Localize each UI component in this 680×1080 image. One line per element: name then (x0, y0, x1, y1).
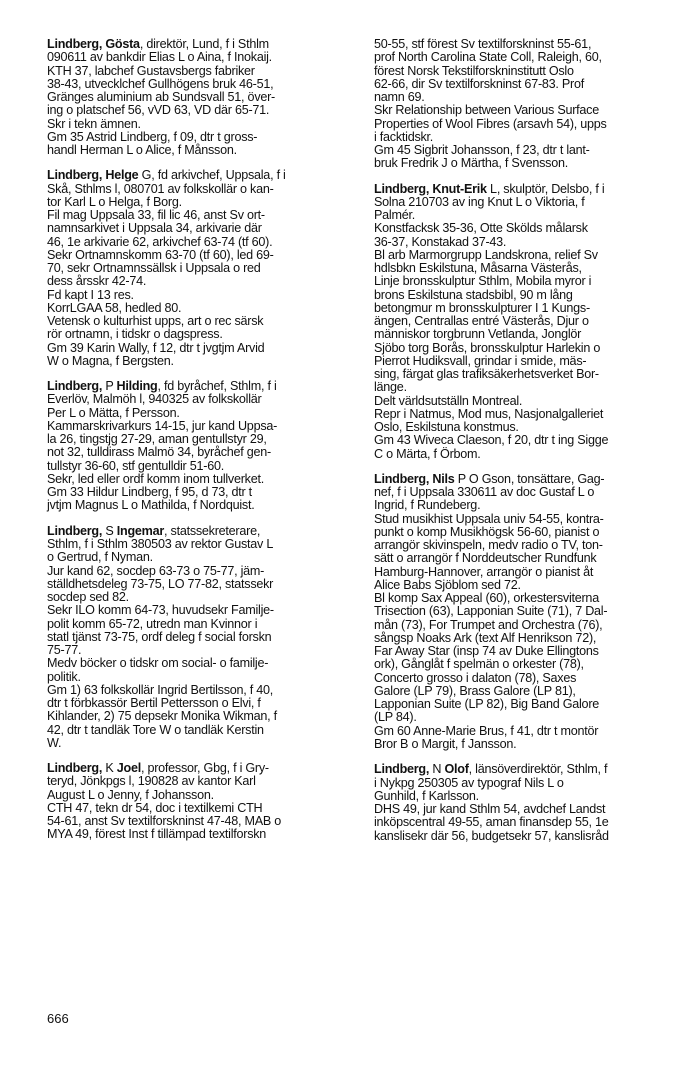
entry-text-line: nef, f i Uppsala 330611 av doc Gustaf L o (374, 485, 595, 500)
entry-callname: Ingemar (116, 523, 165, 538)
entry-text-line: ängen, Centrallas entré Västerås, Djur o (374, 314, 589, 329)
entry-callname: Helge (105, 168, 139, 183)
entry-text-line: sätt o arrangör f Norddeutscher Rundfunk (374, 551, 597, 566)
entry-text-line: Bror B o Margit, f Jansson. (374, 736, 517, 751)
entry-heading-text: , fd arkivchef, Uppsala, f i (151, 168, 286, 183)
entry-text-line: Gm 35 Astrid Lindberg, f 09, dtr t gross- (47, 129, 258, 144)
entry-text-line: August L o Jenny, f Johansson. (47, 787, 214, 802)
entry-text-line: 38-43, utvecklchef Gullhögens bruk 46-51, (47, 76, 274, 91)
biography-entry (47, 762, 345, 842)
entry-text-line: Skr i tekn ämnen. (47, 116, 141, 131)
entry-text-line: inköpscentral 49-55, aman finansdep 55, 1e (374, 815, 609, 830)
entry-text-line: Skå, Sthlms l, 080701 av folkskollär o kan- (47, 181, 274, 196)
entry-heading-text: , statssekreterare, (164, 523, 261, 538)
entry-given-initials: S (102, 523, 117, 538)
entry-text-line: statl tjänst 73-75, ordf deleg f social forskn (47, 629, 272, 644)
entry-text-line: la 26, tingstjg 27-29, aman gentullstyr 29, (47, 432, 267, 447)
entry-text-line: namn 69. (374, 90, 425, 104)
entry-text-line: o Gertrud, f Nyman. (47, 550, 153, 565)
entry-heading-line (47, 169, 345, 182)
entry-text-line: i Nykpg 250305 av typograf Nils L o (374, 775, 564, 790)
entry-heading-text: , tonsättare, Gag- (510, 471, 605, 486)
entry-heading-line (374, 183, 664, 196)
entry-text-line: Gm 45 Sigbrit Johansson, f 23, dtr t lant- (374, 143, 590, 157)
right-column (374, 38, 664, 843)
biography-entry (374, 473, 664, 751)
entry-text-line: Trisection (63), Lapponian Suite (71), 7 Dal- (374, 604, 608, 619)
entry-text-line: Oslo, Eskilstuna konstmus. (374, 420, 519, 435)
entry-text-line: ing o platschef 56, vVD 63, VD där 65-71. (47, 103, 270, 118)
entry-text-line: DHS 49, jur kand Sthlm 54, avdchef Landst (374, 802, 606, 817)
entry-text-line: politik. (47, 669, 81, 684)
entry-heading-line (47, 762, 345, 775)
entry-heading-line (47, 38, 345, 51)
entry-heading-line (47, 525, 345, 538)
entry-given-suffix: G (138, 168, 152, 183)
entry-text-line: Skr Relationship between Various Surface (374, 103, 599, 118)
biography-entry (47, 525, 345, 750)
entry-text-line: teryd, Jönkpgs l, 190828 av kantor Karl (47, 774, 256, 789)
entry-callname: Olof (444, 762, 469, 777)
entry-text-line: Fd kapt I 13 res. (47, 287, 134, 302)
entry-text-line: Gm 1) 63 folkskollär Ingrid Bertilsson, f 40, (47, 682, 274, 697)
entry-text-line: Sekr, led eller ordf komm inom tullverket. (47, 471, 264, 486)
entry-text-line: MYA 49, förest Inst f tillämpad textilforskn (47, 827, 267, 842)
entry-text-line: människor torgbrunn Vetlanda, Jonglör (374, 327, 582, 342)
entry-text-line: Medv böcker o tidskr om social- o familje- (47, 656, 269, 671)
entry-text-line: 70, sekr Ortnamnssällsk i Uppsala o red (47, 261, 261, 276)
entry-text-line: punkt o komp Musikhögsk 56-60, pianist o (374, 524, 600, 539)
entry-text-line: ställdhetsdeleg 73-75, LO 77-82, statssekr (47, 576, 274, 591)
entry-text-line: W o Magna, f Bergsten. (47, 353, 174, 368)
entry-text-line: Concerto grosso i dalaton (78), Saxes (374, 670, 577, 685)
entry-text-line: Lapponian Suite (LP 82), Big Band Galore (374, 697, 600, 712)
entry-text-line: namnsarkivet i Uppsala 34, arkivarie där (47, 221, 262, 236)
entry-text-line: Delt världsutställn Montreal. (374, 393, 523, 408)
entry-text-line: Gm 33 Hildur Lindberg, f 95, d 73, dtr t (47, 485, 252, 500)
entry-text-line: 42, dtr t tandläk Tore W o tandläk Kerstin (47, 722, 264, 737)
entry-text-line: mån (73), For Trumpet and Orchestra (76), (374, 617, 603, 632)
entry-text-line: bruk Fredrik J o Märtha, f Svensson. (374, 156, 568, 171)
entry-surname: Lindberg, (374, 762, 430, 777)
entry-text-line: Palmér. (374, 208, 415, 223)
entry-text-line: prof North Carolina State Coll, Raleigh, 60, (374, 50, 602, 65)
entry-text-line: Gunhild, f Karlsson. (374, 788, 479, 803)
entry-text-line: KorrLGAA 58, hedled 80. (47, 300, 182, 315)
entry-surname: Lindberg, (374, 181, 430, 196)
biography-entry-continuation (374, 38, 664, 171)
entry-text-line: länge. (374, 380, 407, 395)
entry-surname: Lindberg, (47, 37, 103, 51)
entry-text-line: Kihlander, 2) 75 depsekr Monika Wikman, f (47, 709, 277, 724)
entry-given-suffix: P O Gson (454, 471, 511, 486)
left-column (47, 38, 345, 842)
entry-text-line: Sekr ILO komm 64-73, huvudsekr Familje- (47, 603, 274, 618)
entry-text-line: Kammarskrivarkurs 14-15, jur kand Uppsa- (47, 418, 278, 433)
entry-text-line: Bl komp Sax Appeal (60), orkestersviterna (374, 591, 599, 606)
entry-heading-text: , länsöverdirektör, Sthlm, f (468, 762, 608, 777)
entry-text-line: Sekr Ortnamnskomm 63-70 (tf 60), led 69- (47, 247, 274, 262)
entry-text-line: Konstfacksk 35-36, Otte Skölds målarsk (374, 221, 588, 236)
entry-text-line: polit komm 65-72, utredn man Kvinnor i (47, 616, 258, 631)
entry-callname: Gösta (105, 37, 140, 51)
entry-text-line: tullstyr 36-60, stf gentulldir 51-60. (47, 458, 224, 473)
entry-text-line: Far Away Star (insp 74 av Duke Ellingtons (374, 644, 599, 659)
entry-surname: Lindberg, (47, 379, 103, 394)
entry-text-line: 090611 av bankdir Elias L o Aina, f Inokaij. (47, 50, 272, 65)
entry-callname: Joel (116, 761, 141, 776)
entry-heading-text: , direktör, Lund, f i Sthlm (139, 37, 269, 51)
entry-text-line: CTH 47, tekn dr 54, doc i textilkemi CTH (47, 800, 263, 815)
entry-text-line: Sthlm, f i Sthlm 380503 av rektor Gustav L (47, 537, 274, 552)
entry-text-line: KTH 37, labchef Gustavsbergs fabriker (47, 63, 255, 78)
entry-heading-line (47, 380, 345, 393)
entry-text-line: Fil mag Uppsala 33, fil lic 46, anst Sv ort- (47, 208, 265, 223)
entry-text-line: sångsp Noaks Ark (text Alf Henrikson 72), (374, 630, 597, 645)
entry-text-line: 75-77. (47, 643, 82, 658)
entry-heading-text: , fd byråchef, Sthlm, f i (157, 379, 277, 394)
entry-text-line: Alice Babs Sjöblom sed 72. (374, 577, 521, 592)
entry-text-line: sing, färgat glas trafiksäkerhetsverket Bor- (374, 367, 599, 382)
entry-text-line: (LP 84). (374, 710, 417, 725)
entry-text-line: Gm 43 Wiveca Claeson, f 20, dtr t ing Sigge (374, 433, 609, 448)
entry-text-line: not 32, tulldirass Malmö 34, byråchef gen- (47, 445, 272, 460)
entry-heading-line (374, 763, 664, 776)
entry-text-line: brons Eskilstuna stadsbibl, 90 m lång (374, 287, 573, 302)
entry-text-line: Pierrot Hudiksvall, grindar i smide, mäs- (374, 353, 587, 368)
entry-text-line: Properties of Wool Fibres (arsavh 54), upps (374, 116, 607, 131)
entry-text-line: handl Herman L o Alice, f Månsson. (47, 143, 237, 157)
entry-text-line: förest Norsk Tekstilforskninstitutt Oslo (374, 63, 574, 78)
entry-text-line: C o Märta, f Örbom. (374, 446, 481, 461)
entry-text-line: Jur kand 62, socdep 63-73 o 75-77, jäm- (47, 563, 265, 578)
entry-heading-text: , skulptör, Delsbo, f i (496, 181, 605, 196)
entry-given-initials: N (429, 762, 445, 777)
entry-text-line: dtr t förbkassör Bertil Pettersson o Elvi, f (47, 696, 261, 711)
entry-text-line: Gm 39 Karin Wally, f 12, dtr t jvgtjm Arvid (47, 340, 265, 355)
entry-text-line: kanslisekr där 56, budgetsekr 57, kanslisråd (374, 828, 609, 843)
entry-text-line: Linje bronsskulptur Sthlm, Mobila myror i (374, 274, 592, 289)
entry-given-initials: P (102, 379, 117, 394)
entry-heading-text: , professor, Gbg, f i Gry- (140, 761, 269, 776)
entry-text-line: Hamburg-Hannover, arrangör o pianist åt (374, 564, 594, 579)
entry-callname: Hilding (116, 379, 158, 394)
entry-heading-line (374, 473, 664, 486)
entry-text-line: hdlsbkn Eskilstuna, Måsarna Västerås, (374, 261, 582, 276)
entry-text-line: Sjöbo torg Borås, bronsskulptur Harlekin o (374, 340, 601, 355)
biography-entry (374, 763, 664, 843)
entry-text-line: Solna 210703 av ing Knut L o Viktoria, f (374, 194, 585, 209)
entry-surname: Lindberg, (47, 761, 103, 776)
entry-text-line: rör ortnamn, i tidskr o dagspress. (47, 327, 223, 342)
biography-entry (374, 183, 664, 461)
entry-text-line: Bl arb Marmorgrupp Landskrona, relief Sv (374, 247, 598, 262)
entry-callname: Nils (432, 471, 455, 486)
page-number: 666 (47, 1011, 69, 1026)
entry-text-line: Repr i Natmus, Mod mus, Nasjonalgalleriet (374, 406, 604, 421)
biography-entry (47, 169, 345, 368)
entry-given-initials: K (102, 761, 117, 776)
entry-text-line: Per L o Mätta, f Persson. (47, 405, 180, 420)
entry-text-line: Stud musikhist Uppsala univ 54-55, kontra- (374, 511, 604, 526)
entry-text-line: Galore (LP 79), Brass Galore (LP 81), (374, 683, 576, 698)
entry-text-line: 46, 1e arkivarie 62, arkivchef 63-74 (tf 60). (47, 234, 273, 249)
entry-text-line: ork), Gånglåt f spelmän o orkester (78), (374, 657, 584, 672)
entry-text-line: socdep sed 82. (47, 590, 129, 605)
entry-text-line: dess årsskr 42-74. (47, 274, 147, 289)
entry-text-line: arrangör skivinspeln, medv radio o TV, ton- (374, 538, 603, 553)
entry-given-suffix: L (486, 181, 497, 196)
entry-text-line: betongmur m bronsskulpturer I 1 Kungs- (374, 300, 590, 315)
entry-surname: Lindberg, (374, 471, 430, 486)
entry-text-line: Ingrid, f Rundeberg. (374, 498, 481, 513)
entry-text-line: Vetensk o kulturhist upps, art o rec särsk (47, 314, 264, 329)
entry-surname: Lindberg, (47, 523, 103, 538)
entry-text-line: 62-66, dir Sv textilforskninst 67-83. Prof (374, 76, 584, 91)
entry-text-line: jvtjm Magnus L o Mathilda, f Nordquist. (47, 498, 255, 513)
entry-surname: Lindberg, (47, 168, 103, 183)
biography-entry (47, 380, 345, 513)
entry-text-line: Gm 60 Anne-Marie Brus, f 41, dtr t montör (374, 723, 599, 738)
entry-text-line: Everlöv, Malmöh l, 940325 av folkskollär (47, 392, 262, 407)
entry-callname: Knut-Erik (432, 181, 487, 196)
entry-text-line: tor Karl L o Helga, f Borg. (47, 194, 182, 209)
entry-text-line: 36-37, Konstakad 37-43. (374, 234, 507, 249)
biography-entry (47, 38, 345, 157)
entry-text-line: 54-61, anst Sv textilforskninst 47-48, MAB o (47, 814, 281, 829)
entry-text-line: W. (47, 735, 62, 750)
entry-text-line: Gränges aluminium ab Sundsvall 51, över- (47, 90, 276, 104)
entry-text-line: i facktidskr. (374, 129, 434, 144)
entry-text-line: 50-55, stf förest Sv textilforskninst 55-61, (374, 37, 592, 51)
